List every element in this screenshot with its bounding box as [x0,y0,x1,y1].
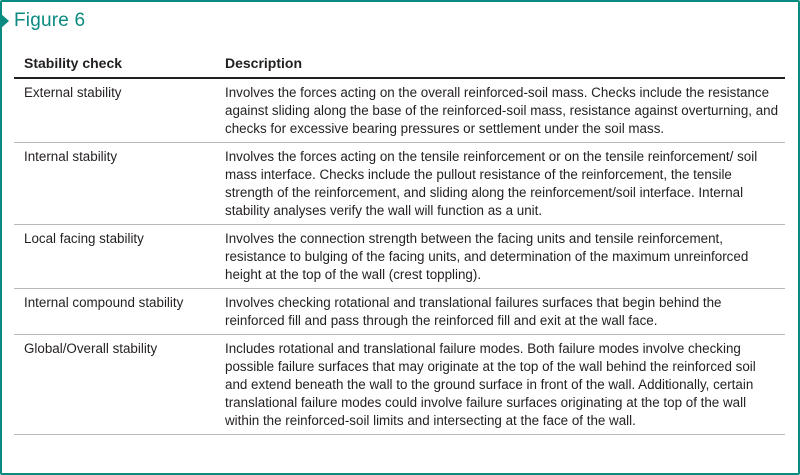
row-description: Includes rotational and translational failure modes. Both failure modes involve checking possible failure surfaces that may originate at the top of the wall behind the reinforced soil and extend beneath the wall to the ground surface in front of the wall. Additionally, certain translational failure modes could involve failure surfaces originating at the top of the wall within the reinforced-soil limits and intersecting at the face of the wall. [215,335,785,435]
row-check: External stability [14,78,215,143]
row-description: Involves the forces acting on the tensile reinforcement or on the tensile reinforcement/ soil mass interface. Checks include the pullout resistance of the reinforcement, the tensile strength of the reinforcement, and sliding along the reinforcement/soil interface. Internal stability analyses verify the wall will function as a unit. [215,143,785,225]
header-description: Description [215,48,785,78]
header-stability-check: Stability check [14,48,215,78]
stability-table [14,48,785,435]
row-check: Internal stability [14,143,215,225]
row-description: Involves the forces acting on the overall reinforced-soil mass. Checks include the resistance against sliding along the base of the reinforced-soil mass, resistance against overturning, and checks for excessive bearing pressures or settlement under the soil mass. [215,78,785,143]
row-check: Local facing stability [14,225,215,289]
row-description: Involves the connection strength between the facing units and tensile reinforcement, resistance to bulging of the facing units, and determination of the maximum unreinforced height at the top of the wall (crest toppling). [215,225,785,289]
table-row [14,78,785,143]
row-check: Global/Overall stability [14,335,215,435]
figure-title: Figure 6 [14,10,86,31]
table-row [14,289,785,335]
row-description: Involves checking rotational and translational failures surfaces that begin behind the reinforced fill and pass through the reinforced fill and exit at the wall face. [215,289,785,335]
table-header-row [14,48,785,78]
table-row [14,143,785,225]
figure-label [0,8,85,34]
pointer-arrow-icon [0,13,9,29]
table-row [14,225,785,289]
table-row [14,335,785,435]
row-check: Internal compound stability [14,289,215,335]
